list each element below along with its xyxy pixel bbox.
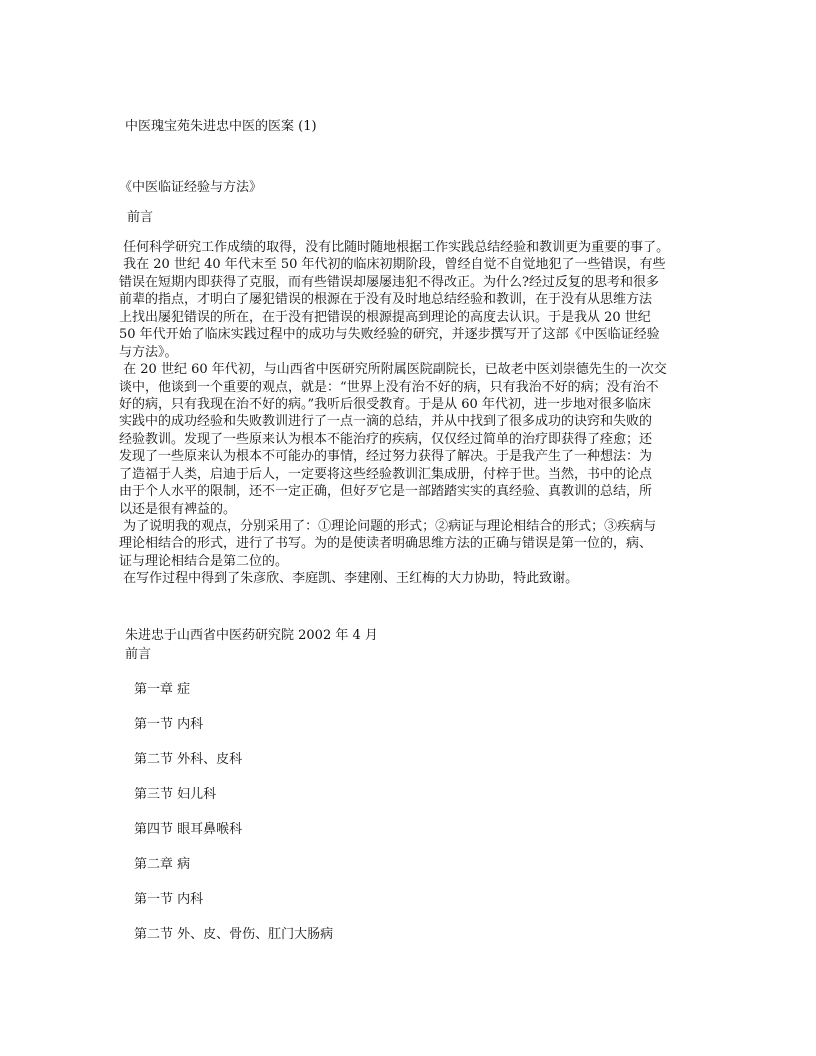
body-line: 好的病，只有我现在治不好的病。”我听后很受教育。于是从 60 年代初，进一步地对很多临床 bbox=[119, 396, 651, 412]
body-line: 在 20 世纪 60 年代初，与山西省中医研究所附属医院副院长，已故老中医刘崇德先生的一次交 bbox=[119, 362, 667, 378]
body-line: 实践中的成功经验和失败教训进行了一点一滴的总结，并从中找到了很多成功的诀窍和失败的 bbox=[119, 414, 653, 430]
toc-item: 第四节 眼耳鼻喉科 bbox=[134, 822, 243, 837]
toc-item: 第三节 妇儿科 bbox=[134, 787, 217, 802]
signature: 朱进忠于山西省中医药研究院 2002 年 4 月 bbox=[125, 628, 378, 643]
body-line: 上找出屡犯错误的所在，在于没有把错误的根源提高到理论的高度去认识。于是我从 20 世纪 bbox=[119, 309, 651, 325]
body-line: 证与理论相结合是第二位的。 bbox=[119, 553, 289, 569]
toc-item: 第二章 病 bbox=[134, 857, 191, 872]
body-line: 理论相结合的形式，进行了书写。为的是使读者明确思维方法的正确与错误是第一位的，病、 bbox=[119, 536, 653, 552]
body-line: 50 年代开始了临床实践过程中的成功与失败经验的研究，并逐步撰写开了这部《中医临证经验 bbox=[119, 327, 660, 343]
body-line: 我在 20 世纪 40 年代末至 50 年代初的临床初期阶段，曾经自觉不自觉地犯了一些错误，有些 bbox=[119, 257, 666, 273]
body-line: 前辈的指点，才明白了屡犯错误的根源在于没有及时地总结经验和教训，在于没有从思维方法 bbox=[119, 292, 653, 308]
preface-heading: 前言 bbox=[127, 210, 154, 225]
body-line: 发现了一些原来认为根本不可能办的事情，经过努力获得了解决。于是我产生了一种想法：为 bbox=[119, 449, 653, 465]
toc-item: 第一节 内科 bbox=[134, 717, 204, 732]
body-line: 在写作过程中得到了朱彦欣、李庭凯、李建刚、王红梅的大力协助，特此致谢。 bbox=[119, 571, 579, 587]
body-line: 为了说明我的观点，分别采用了：①理论问题的形式；②病证与理论相结合的形式；③疾病与 bbox=[119, 519, 657, 534]
preface-body bbox=[119, 239, 719, 588]
body-line: 任何科学研究工作成绩的取得，没有比随时随地根据工作实践总结经验和教训更为重要的事了。 bbox=[119, 240, 670, 255]
body-line: 了造福于人类，启迪于后人，一定要将这些经验教训汇集成册，付梓于世。当然，书中的论点 bbox=[119, 466, 653, 482]
document-title: 中医瑰宝苑朱进忠中医的医案 (1) bbox=[125, 119, 317, 134]
toc-item: 第二节 外科、皮科 bbox=[134, 752, 243, 767]
toc-item: 第二节 外、皮、骨伤、肛门大肠病 bbox=[134, 927, 334, 942]
body-line: 谈中，他谈到一个重要的观点，就是：“世界上没有治不好的病，只有我治不好的病；没有治不 bbox=[119, 379, 659, 395]
body-line: 与方法》。 bbox=[119, 344, 178, 360]
body-line: 经验教训。发现了一些原来认为根本不能治疗的疾病，仅仅经过简单的治疗即获得了痊愈；还 bbox=[119, 431, 653, 447]
toc-item: 第一节 内科 bbox=[134, 892, 204, 907]
book-title: 《中医临证经验与方法》 bbox=[119, 180, 263, 195]
toc-item: 第一章 症 bbox=[134, 682, 191, 697]
preface-link: 前言 bbox=[125, 647, 152, 662]
table-of-contents bbox=[134, 681, 333, 961]
body-line: 以还是很有裨益的。 bbox=[119, 501, 237, 517]
body-line: 由于个人水平的限制，还不一定正确，但好歹它是一部踏踏实实的真经验、真教训的总结，所 bbox=[119, 484, 653, 500]
body-line: 错误在短期内即获得了克服，而有些错误却屡屡违犯不得改正。为什么?经过反复的思考和很多 bbox=[119, 274, 659, 290]
